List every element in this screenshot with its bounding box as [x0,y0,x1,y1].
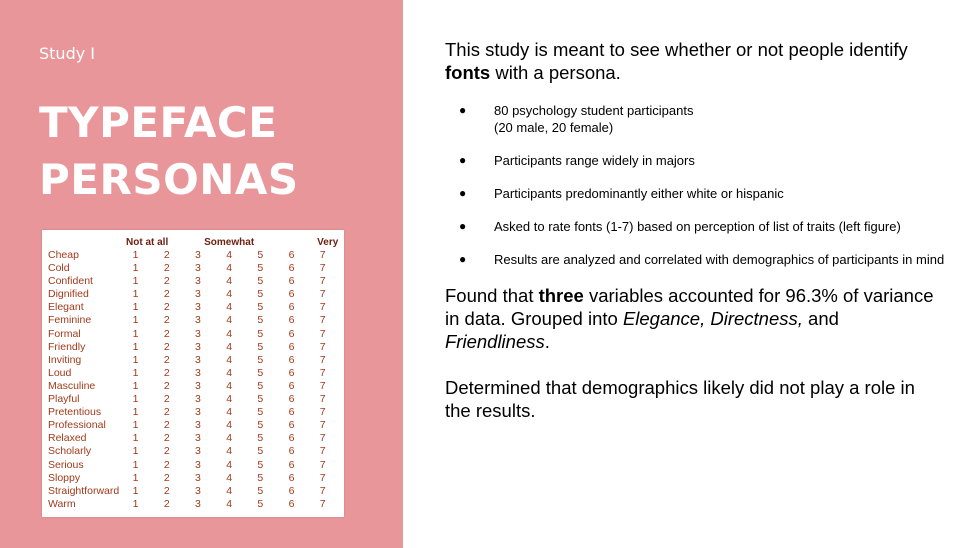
bullet-dot-icon: ● [459,252,467,266]
scale-value: 3 [195,301,201,314]
scale-value: 7 [319,471,326,484]
title-line-2: PERSONAS [39,155,299,204]
findings-italic: Elegance, Directness, [622,308,803,329]
scale-value: 3 [195,327,201,340]
scale-value: 2 [163,249,170,261]
scale-value: 6 [288,340,295,353]
scale-value: 1 [132,301,139,314]
scale-value: 7 [319,366,326,379]
scale-value: 3 [195,393,201,406]
bullet-item [445,251,945,268]
trait-label: Formal [48,327,81,340]
trait-rating-table [48,236,338,511]
scale-value: 3 [195,340,201,353]
scale-value: 4 [226,288,233,301]
scale-value: 1 [132,262,139,275]
scale-value: 6 [288,497,295,510]
trait-row [48,393,338,406]
scale-value: 3 [195,262,201,275]
scale-value: 3 [195,458,201,471]
bullet-dot-icon: ● [459,186,467,200]
scale-value: 5 [257,288,264,301]
scale-value: 2 [163,340,170,353]
scale-value: 3 [195,484,201,497]
scale-value: 6 [288,379,295,392]
scale-value: 4 [226,301,233,314]
trait-row [48,262,338,275]
scale-value: 7 [319,314,326,327]
content-area [445,38,945,422]
scale-value: 7 [319,445,326,458]
scale-value: 7 [319,432,326,445]
bullet-item [445,185,945,202]
scale-value: 3 [195,406,201,419]
scale-value: 1 [132,327,139,340]
trait-label: Masculine [48,379,96,392]
scale-value: 7 [319,393,326,406]
scale-value: 5 [257,497,264,510]
trait-row [48,459,338,472]
scale-value: 2 [163,353,170,366]
scale-value: 7 [319,262,326,275]
study-label: Study I [39,44,95,63]
scale-value: 4 [226,445,233,458]
scale-value: 2 [163,432,170,445]
scale-value: 6 [288,484,295,497]
trait-row [48,341,338,354]
left-panel [0,0,403,548]
scale-value: 1 [132,353,139,366]
trait-row [48,288,338,301]
scale-value: 2 [163,484,170,497]
trait-label: Friendly [48,340,86,353]
trait-row [48,445,338,458]
scale-value: 1 [132,419,139,432]
scale-value: 4 [226,314,233,327]
scale-value: 4 [226,262,233,275]
intro-text-part: This study is meant to see whether or not people identify [445,39,908,60]
scale-value: 1 [132,406,139,419]
scale-value: 4 [226,471,233,484]
scale-value: 2 [163,458,170,471]
bullet-text: Results are analyzed and correlated with demographics of participants in mind [494,252,945,267]
scale-value: 2 [163,301,170,314]
scale-value: 5 [257,366,264,379]
trait-label: Inviting [48,353,82,366]
trait-row [48,472,338,485]
scale-value: 7 [319,340,326,353]
bullet-item [445,102,945,136]
trait-label: Professional [48,419,106,432]
findings-paragraph [445,284,945,353]
scale-value: 7 [319,419,326,432]
trait-row [48,314,338,327]
scale-value: 2 [163,288,170,301]
trait-row [48,328,338,341]
scale-value: 5 [257,445,264,458]
intro-bold-word: fonts [445,62,491,83]
scale-value: 6 [288,262,295,275]
scale-value: 7 [319,406,326,419]
scale-value: 3 [195,445,201,458]
scale-value: 4 [226,366,233,379]
scale-value: 1 [132,484,139,497]
trait-rating-figure [42,230,344,517]
scale-value: 4 [226,432,233,445]
scale-value: 3 [195,432,201,445]
scale-value: 4 [226,484,233,497]
scale-value: 1 [132,497,139,510]
header-very: Very [317,237,339,248]
scale-value: 6 [288,445,295,458]
scale-value: 2 [163,314,170,327]
bullet-item [445,152,945,169]
scale-value: 1 [132,393,139,406]
scale-value: 5 [257,406,264,419]
scale-value: 1 [132,471,139,484]
findings-text: Found that [445,285,539,306]
bullet-dot-icon: ● [459,153,467,167]
scale-value: 6 [288,327,295,340]
trait-label: Confident [48,275,93,288]
scale-value: 4 [226,340,233,353]
scale-value: 5 [257,301,264,314]
scale-value: 4 [226,497,233,510]
trait-row [48,380,338,393]
bullet-text: Asked to rate fonts (1-7) based on perception of list of traits (left figure) [494,219,901,234]
scale-value: 1 [132,314,139,327]
bullet-dot-icon: ● [459,103,467,117]
scale-value: 6 [288,314,295,327]
scale-value: 5 [257,379,264,392]
scale-value: 3 [195,497,201,510]
scale-value: 3 [195,249,201,261]
scale-value: 5 [257,458,264,471]
trait-label: Dignified [48,288,89,301]
trait-row [48,354,338,367]
scale-value: 4 [226,406,233,419]
scale-value: 6 [288,353,295,366]
findings-text: . [544,331,550,352]
intro-text-part: with a persona. [490,62,621,83]
scale-value: 5 [257,393,264,406]
trait-label: Warm [48,497,76,510]
scale-value: 1 [132,432,139,445]
scale-value: 5 [257,275,264,288]
trait-row [48,485,338,498]
scale-value: 6 [288,406,295,419]
bullet-text: 80 psychology student participants [494,103,694,118]
scale-value: 4 [226,419,233,432]
scale-value: 1 [132,275,139,288]
bullet-item [445,218,945,235]
bullet-list [445,102,945,268]
scale-value: 5 [257,419,264,432]
trait-row [48,419,338,432]
findings-italic: Friendliness [445,331,545,352]
scale-value: 4 [226,249,233,261]
scale-value: 1 [132,458,139,471]
scale-value: 3 [195,471,201,484]
findings-bold-word: three [538,285,584,306]
scale-header-row [48,236,338,249]
scale-value: 7 [319,275,326,288]
scale-value: 6 [288,458,295,471]
intro-text [445,38,945,84]
scale-value: 1 [132,249,139,261]
scale-value: 5 [257,340,264,353]
trait-label: Playful [48,393,80,406]
trait-row [48,367,338,380]
scale-value: 4 [226,275,233,288]
scale-value: 6 [288,419,295,432]
trait-label: Elegant [48,301,84,314]
trait-label: Pretentious [48,406,102,419]
scale-value: 7 [319,379,326,392]
bullet-text: Participants predominantly either white or hispanic [494,186,784,201]
scale-value: 2 [163,262,170,275]
trait-label: Straightforward [48,484,120,497]
scale-value: 6 [288,393,295,406]
scale-value: 4 [226,379,233,392]
scale-value: 2 [163,445,170,458]
scale-value: 5 [257,432,264,445]
trait-row [48,432,338,445]
title-line-1: TYPEFACE [39,98,278,147]
bullet-dot-icon: ● [459,219,467,233]
scale-value: 2 [163,393,170,406]
scale-value: 6 [288,249,295,261]
scale-value: 5 [257,262,264,275]
scale-value: 3 [195,419,201,432]
scale-value: 4 [226,393,233,406]
trait-label: Feminine [48,314,92,327]
scale-value: 3 [195,366,201,379]
slide-title [39,94,299,208]
findings-text: variables accounted for 96.3% of variance in data. Grouped into [445,285,934,329]
bullet-text: (20 male, 20 female) [494,120,614,135]
scale-value: 3 [195,288,201,301]
scale-value: 7 [319,288,326,301]
scale-value: 7 [319,458,326,471]
scale-value: 4 [226,353,233,366]
scale-value: 2 [163,366,170,379]
scale-value: 6 [288,432,295,445]
conclusion-paragraph: Determined that demographics likely did not play a role in the results. [445,377,915,421]
header-not-at-all: Not at all [126,237,169,248]
scale-value: 2 [163,275,170,288]
scale-value: 4 [226,327,233,340]
scale-value: 5 [257,484,264,497]
scale-value: 2 [163,471,170,484]
scale-value: 5 [257,471,264,484]
scale-value: 6 [288,275,295,288]
trait-row [48,249,338,262]
scale-value: 6 [288,471,295,484]
trait-label: Scholarly [48,445,92,458]
scale-value: 2 [163,327,170,340]
trait-row [48,275,338,288]
scale-value: 5 [257,353,264,366]
trait-label: Cold [48,262,70,275]
trait-label: Serious [48,458,84,471]
scale-value: 7 [319,301,326,314]
scale-value: 3 [195,314,201,327]
scale-value: 2 [163,406,170,419]
scale-value: 7 [319,353,326,366]
scale-value: 7 [319,249,326,261]
scale-value: 6 [288,288,295,301]
scale-value: 1 [132,445,139,458]
scale-value: 1 [132,340,139,353]
trait-label: Loud [48,366,72,379]
scale-value: 5 [257,327,264,340]
scale-value: 7 [319,327,326,340]
header-somewhat: Somewhat [204,237,255,248]
scale-value: 6 [288,301,295,314]
scale-value: 3 [195,353,201,366]
trait-label: Sloppy [48,471,81,484]
scale-value: 7 [319,484,326,497]
trait-row [48,498,338,511]
scale-value: 5 [257,249,264,261]
trait-row [48,406,338,419]
scale-value: 3 [195,275,201,288]
scale-value: 6 [288,366,295,379]
scale-value: 1 [132,288,139,301]
scale-value: 1 [132,366,139,379]
trait-row [48,301,338,314]
scale-value: 2 [163,419,170,432]
scale-value: 5 [257,314,264,327]
trait-label: Relaxed [48,432,87,445]
bullet-text: Participants range widely in majors [494,153,695,168]
scale-value: 2 [163,497,170,510]
scale-value: 3 [195,379,201,392]
scale-value: 1 [132,379,139,392]
findings-text: and [802,308,839,329]
scale-value: 4 [226,458,233,471]
scale-value: 2 [163,379,170,392]
scale-value: 7 [319,497,326,510]
trait-label: Cheap [48,249,79,261]
